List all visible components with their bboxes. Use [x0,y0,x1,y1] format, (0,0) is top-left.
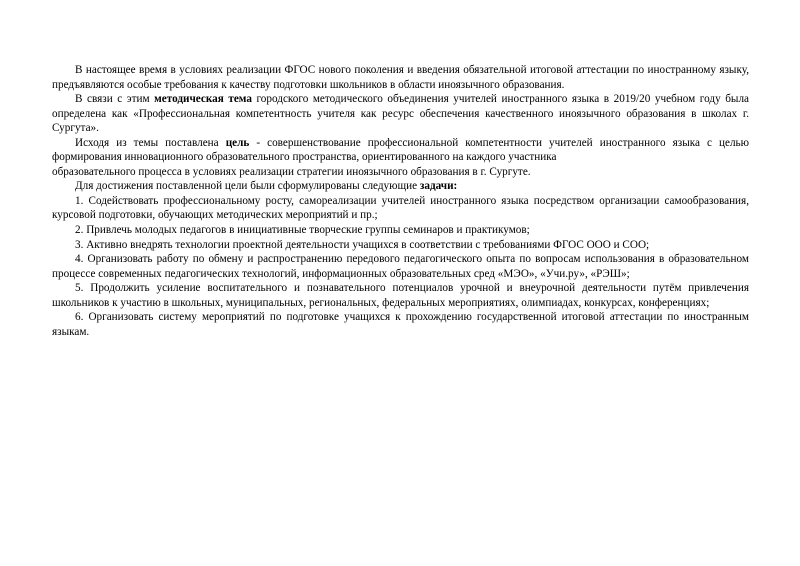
paragraph-goal [52,136,749,180]
document-body [52,63,749,339]
text-run: Для достижения поставленной цели были сформулированы следующие [75,180,420,193]
task-item-4 [52,252,749,281]
task-item-1 [52,194,749,223]
text-run: 4. Организовать работу по обмену и распространению передового педагогического опыта по вопросам использования в образовательном процессе современных педагогических технологий, информационных образовательных сред «МЭО», «Учи.ру», «РЭШ»; [52,253,749,280]
text-run: В связи с этим [75,93,155,106]
text-run: 2. Привлечь молодых педагогов в инициативные творческие группы семинаров и практикумов; [75,224,530,237]
paragraph-tasks-lead [52,179,749,194]
text-run: Исходя из темы поставлена [75,136,226,149]
text-run: 1. Содействовать профессиональному росту, самореализации учителей иностранного языка посредством организации самообразования, курсовой подготовки, обучающих методических мероприятий и пр.; [52,194,749,222]
paragraph-method-theme [52,92,749,136]
text-run: В настоящее время в условиях реализации ФГОС нового поколения и введения обязательной итоговой аттестации по иностранному языку, предъявляются особые требования к качеству подготовки школьников в области иноязычного образования. [52,64,749,91]
text-run: 3. Активно внедрять технологии проектной деятельности учащихся в соответствии с требованиями ФГОС ООО и СОО; [75,238,650,251]
text-run: - совершенствование профессиональной компетентности учителей иностранного языка с целью формирования инновационного образовательного пространства, ориентированного на каждого участника [52,136,749,164]
task-item-5 [52,281,749,310]
task-item-6 [52,310,749,339]
bold-text-run: задачи: [419,180,458,193]
paragraph-intro [52,63,749,92]
text-run: образовательного процесса в условиях реализации стратегии иноязычного образования в г. Сургуте. [52,165,531,178]
bold-text-run: цель [225,136,250,149]
task-item-2 [52,223,749,238]
text-run: 6. Организовать систему мероприятий по подготовке учащихся к прохождению государственной итоговой аттестации по иностранным языкам. [52,311,749,338]
bold-text-run: методическая тема [154,93,252,106]
text-run: городского методического объединения учителей иностранного языка в 2019/20 учебном году была определена как «Профессиональная компетентность учителя как ресурс обеспечения качественного иноязычного образования в школах г. Сургута». [52,93,749,135]
text-run: 5. Продолжить усиление воспитательного и познавательного потенциалов урочной и внеурочной деятельности путём привлечения школьников к участию в школьных, муниципальных, региональных, федеральных мероприятиях, олимпиадах, конкурсах, конференциях; [52,282,749,309]
task-item-3 [52,238,749,253]
